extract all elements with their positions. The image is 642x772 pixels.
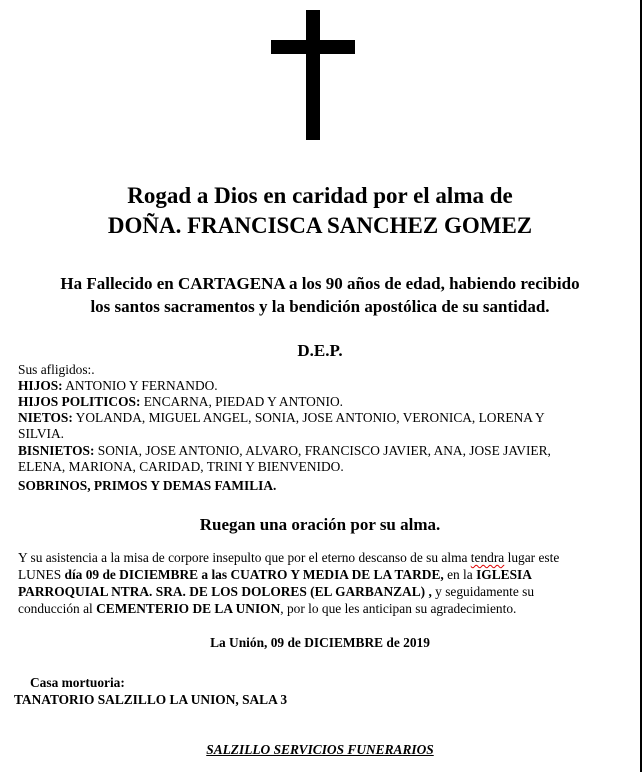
prayer-line: Ruegan una oración por su alma. [199,515,441,534]
family-nietos [18,410,545,426]
mass-line4 [18,601,516,617]
misspelled-word: tendra [470,550,505,565]
mass-text: conducción al [18,601,97,616]
mass-text: en la [443,567,477,582]
mass-text: Y su asistencia a la misa de corpore insepulto que por el eterno descanso de su alma [18,550,471,565]
death-notice-line1: Ha Fallecido en CARTAGENA a los 90 años de edad, habiendo recibido [60,274,580,293]
mass-text: lugar este [504,550,560,565]
bisnietos-names: SONIA, JOSE ANTONIO, ALVARO, FRANCISCO JAVIER, ANA, JOSE JAVIER, [94,443,551,458]
mass-line1 [18,550,559,566]
family-nietos-cont: SILVIA. [18,426,65,441]
nietos-label: NIETOS: [18,410,73,425]
mass-text: y seguidamente su [431,584,535,599]
footer [0,741,640,759]
hijos-label: HIJOS: [18,378,63,393]
mass-church-name: PARROQUIAL NTRA. SRA. DE LOS DOLORES (EL GARBANZAL) , [18,584,432,599]
mass-cemetery: CEMENTERIO DE LA UNION [96,601,281,616]
deceased-name: DOÑA. FRANCISCA SANCHEZ GOMEZ [107,213,533,238]
hijos-names: ANTONIO Y FERNANDO. [62,378,218,393]
family-hijos [18,378,218,394]
mass-date: día 09 de DICIEMBRE [64,567,199,582]
politicos-label: HIJOS POLITICOS: [18,394,141,409]
family-others: SOBRINOS, PRIMOS Y DEMAS FAMILIA. [18,478,277,493]
heading-line1: Rogad a Dios en caridad por el alma de [127,183,513,208]
mass-text: a las [198,567,231,582]
mortuary-label: Casa mortuoria: [30,675,125,690]
death-notice-line2: los santos sacramentos y la bendición apostólica de su santidad. [90,297,550,316]
mortuary-place: TANATORIO SALZILLO LA UNION, SALA 3 [14,692,288,707]
mass-text: , por lo que les anticipan su agradecimiento. [280,601,517,616]
mass-time: CUATRO Y MEDIA DE LA TARDE, [230,567,444,582]
mass-day: LUNES [18,567,65,582]
family-politicos [18,394,343,410]
politicos-names: ENCARNA, PIEDAD Y ANTONIO. [140,394,343,409]
mass-line2 [18,567,532,583]
family-bisnietos-cont: ELENA, MARIONA, CARIDAD, TRINI Y BIENVENIDO. [18,459,344,474]
family-intro: Sus afligidos:. [18,362,95,377]
dep-title: D.E.P. [297,341,343,360]
nietos-names: YOLANDA, MIGUEL ANGEL, SONIA, JOSE ANTONIO, VERONICA, LORENA Y [72,410,545,425]
mass-line3 [18,584,534,600]
family-bisnietos [18,443,551,459]
date-line: La Unión, 09 de DICIEMBRE de 2019 [210,635,430,650]
funeral-home-name: SALZILLO SERVICIOS FUNERARIOS [206,742,434,757]
bisnietos-label: BISNIETOS: [18,443,95,458]
mass-church: IGLESIA [476,567,532,582]
